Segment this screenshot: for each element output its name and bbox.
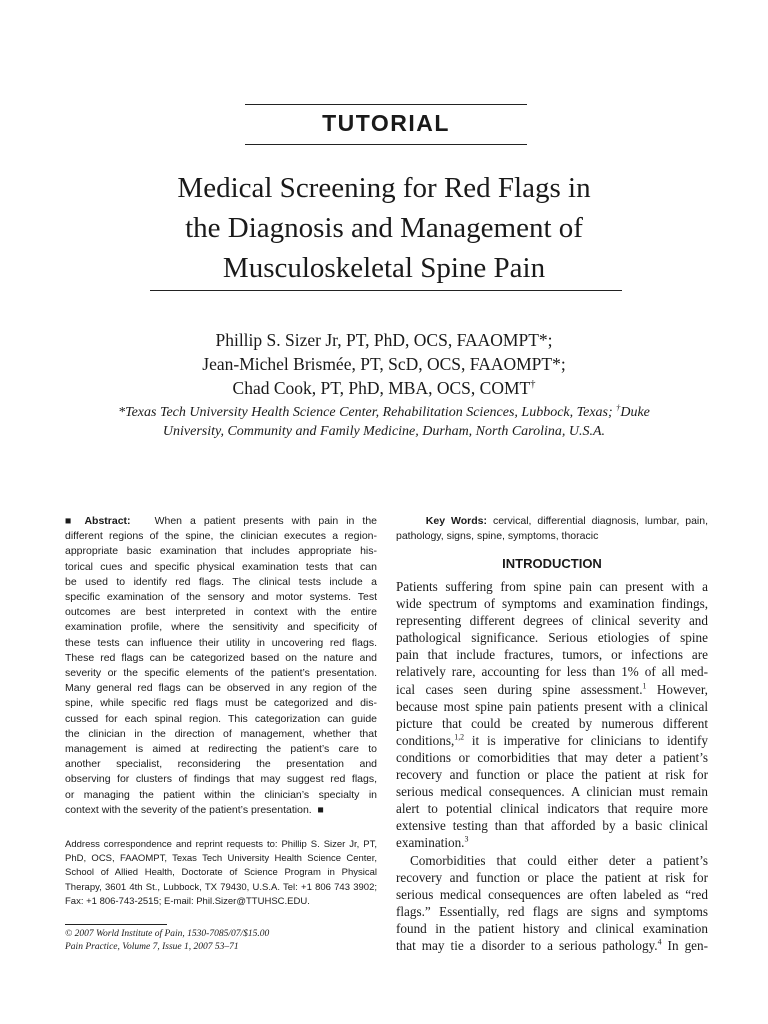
- body-line: serious medical consequences are often labeled as “red: [396, 886, 708, 902]
- body-line: pain that include fractures, tumors, or infections are: [396, 647, 708, 663]
- abstract-line: be used to identify red flags. The clinical tests include a: [65, 575, 377, 588]
- body-text: In gen-: [661, 937, 708, 953]
- footnote-rule: [65, 924, 167, 925]
- correspondence-note: Address correspondence and reprint requests to: Phillip S. Sizer Jr, PT, PhD, OCS, FAAOMPT, Texas Tech University Health Science Center, School of Allied Health, Doctorate of Science Program in Physical Therapy, 3601 4th St., Lubbock, TX 79430, U.S.A. Tel: +1 806 743 3902; Fax: +1 806-743-2515; E-mail: Phil.Sizer@TTUHSC.EDU.: [65, 839, 377, 907]
- abstract-line: observing for clusters of findings that may suggest red flags,: [65, 773, 377, 786]
- abstract-line: appropriate basic examination that includes appropriate his-: [65, 545, 377, 558]
- body-line: relatively rare, accounting for less than 1% of all med-: [396, 664, 708, 680]
- body-line: found in the patient history and clinical examination: [396, 920, 708, 936]
- abstract-line: outcomes are best interpreted in context with the entire: [65, 606, 377, 619]
- body-line: recovery and function or place the patient at risk for: [396, 767, 708, 783]
- citation-ref: 1,2: [454, 732, 465, 742]
- body-line: recovery and function or place the patient at risk for: [396, 869, 708, 885]
- section-label: TUTORIAL: [322, 110, 450, 136]
- abstract-line: another specialist, reconsidering the presentation and: [65, 758, 377, 771]
- author-line: Jean-Michel Brismée, PT, ScD, OCS, FAAOMPT*;: [202, 354, 566, 374]
- author-line: [100, 376, 668, 400]
- body-line: flags.” Essentially, red flags are signs and symptoms: [396, 903, 708, 919]
- article-title: [100, 168, 668, 288]
- abstract-line: the clinician in the direction of management, whether that: [65, 727, 377, 740]
- abstract-line: these tests can influence their utility in uncovering red flags.: [65, 636, 377, 649]
- abstract: [65, 514, 377, 818]
- copyright-note: [65, 928, 377, 954]
- keywords-label: Key Words:: [425, 515, 487, 527]
- abstract-line: specific examination of the sensory and motor systems. Test: [65, 591, 377, 604]
- abstract-line: cussed for each spinal region. This categorization can guide: [65, 712, 377, 725]
- body-line: Comorbidities that could either deter a patient’s: [410, 852, 708, 868]
- citation-ref: 3: [464, 835, 469, 845]
- abstract-line: or managing the patient within the clinician’s specialty in: [65, 788, 377, 801]
- journal-citation: Pain Practice, Volume 7, Issue 1, 2007 53–71: [65, 942, 239, 952]
- body-line: Patients suffering from spine pain can present with a: [396, 579, 708, 594]
- body-text: However,: [646, 681, 708, 697]
- header-top-rule: [245, 104, 527, 105]
- abstract-line: spine, while specific red flags must be categorized and dis-: [65, 697, 377, 710]
- abstract-text: When a patient presents with pain in the: [154, 515, 377, 527]
- affiliation-line: University, Community and Family Medicine, Durham, North Carolina, U.S.A.: [162, 424, 606, 439]
- body-text: conditions,: [396, 732, 455, 748]
- citation-ref: 1: [642, 681, 647, 691]
- body-line: [396, 681, 708, 698]
- title-line: the Diagnosis and Management of: [185, 212, 583, 244]
- affiliation-text: *Texas Tech University Health Science Center, Rehabilitation Sciences, Lubbock, Texas;: [118, 405, 617, 420]
- copyright-line: © 2007 World Institute of Pain, 1530-7085/07/$15.00: [65, 929, 270, 939]
- abstract-line: different regions of the spine, the clinician executes a region-: [65, 530, 377, 543]
- body-line: pathological significance. Serious etiologies of spine: [396, 630, 708, 646]
- body-line: extensive testing than that afforded by a basic clinical: [396, 818, 708, 834]
- body-text: it is imperative for clinicians to identify: [464, 732, 708, 748]
- abstract-line: These red flags can be categorized based on the nature and: [65, 651, 377, 664]
- body-line: because most spine pain patients present with a clinical: [396, 698, 708, 714]
- keywords: [396, 514, 708, 544]
- title-line: Musculoskeletal Spine Pain: [222, 252, 546, 284]
- header-bottom-rule: [245, 144, 527, 145]
- abstract-marker: ■: [65, 515, 77, 527]
- abstract-text: context with the severity of the patient’s presentation.: [65, 803, 312, 816]
- author-line: Phillip S. Sizer Jr, PT, PhD, OCS, FAAOMPT*;: [215, 330, 553, 350]
- body-line: [396, 834, 708, 851]
- body-line: [396, 937, 708, 954]
- author-name: Chad Cook, PT, PhD, MBA, OCS, COMT: [232, 378, 531, 398]
- abstract-line: Many general red flags can be observed in any region of the: [65, 682, 377, 695]
- dagger-mark: †: [530, 379, 536, 391]
- body-line: picture that could be created by numerous different: [396, 715, 708, 731]
- abstract-line: severity or the specific elements of the patient’s presentation.: [65, 667, 377, 680]
- abstract-label: Abstract:: [84, 515, 131, 527]
- body-line: alert to potential clinical indicators that require more: [396, 801, 708, 817]
- body-line: representing different degrees of clinical severity and: [396, 613, 708, 629]
- body-line: [396, 732, 708, 749]
- body-text: ical cases seen during spine assessment.: [396, 681, 643, 697]
- abstract-line: torical cues and specific physical examination tests that can: [65, 560, 377, 573]
- body-line: serious medical consequences. A clinician must remain: [396, 784, 708, 800]
- title-line: Medical Screening for Red Flags in: [177, 172, 591, 204]
- body-line: wide spectrum of symptoms and examination findings,: [396, 596, 708, 612]
- body-text: examination.: [396, 835, 465, 851]
- body-text: that may tie a disorder to a serious pathology.: [396, 937, 658, 953]
- affiliation-text: Duke: [620, 405, 650, 420]
- dagger-mark: †: [616, 403, 621, 413]
- author-list: [100, 328, 668, 400]
- abstract-line: management is aimed at redirecting the patient’s care to: [65, 743, 377, 756]
- abstract-line: examination profile, where the sensitivity and specificity of: [65, 621, 377, 634]
- abstract-line: [65, 514, 377, 529]
- title-rule: [150, 290, 622, 291]
- introduction-body: [396, 578, 708, 954]
- abstract-end-marker: ■: [317, 803, 324, 816]
- body-line: conditions or comorbidities that may deter a patient’s: [396, 749, 708, 765]
- affiliation: [52, 403, 716, 441]
- affiliation-line: [52, 403, 716, 422]
- abstract-line: [65, 803, 377, 818]
- keywords-text: cervical, differential diagnosis, lumbar, pain, pathology, signs, spine, symptoms, thoracic: [396, 515, 708, 543]
- introduction-heading: INTRODUCTION: [502, 556, 602, 571]
- citation-ref: 4: [657, 937, 662, 947]
